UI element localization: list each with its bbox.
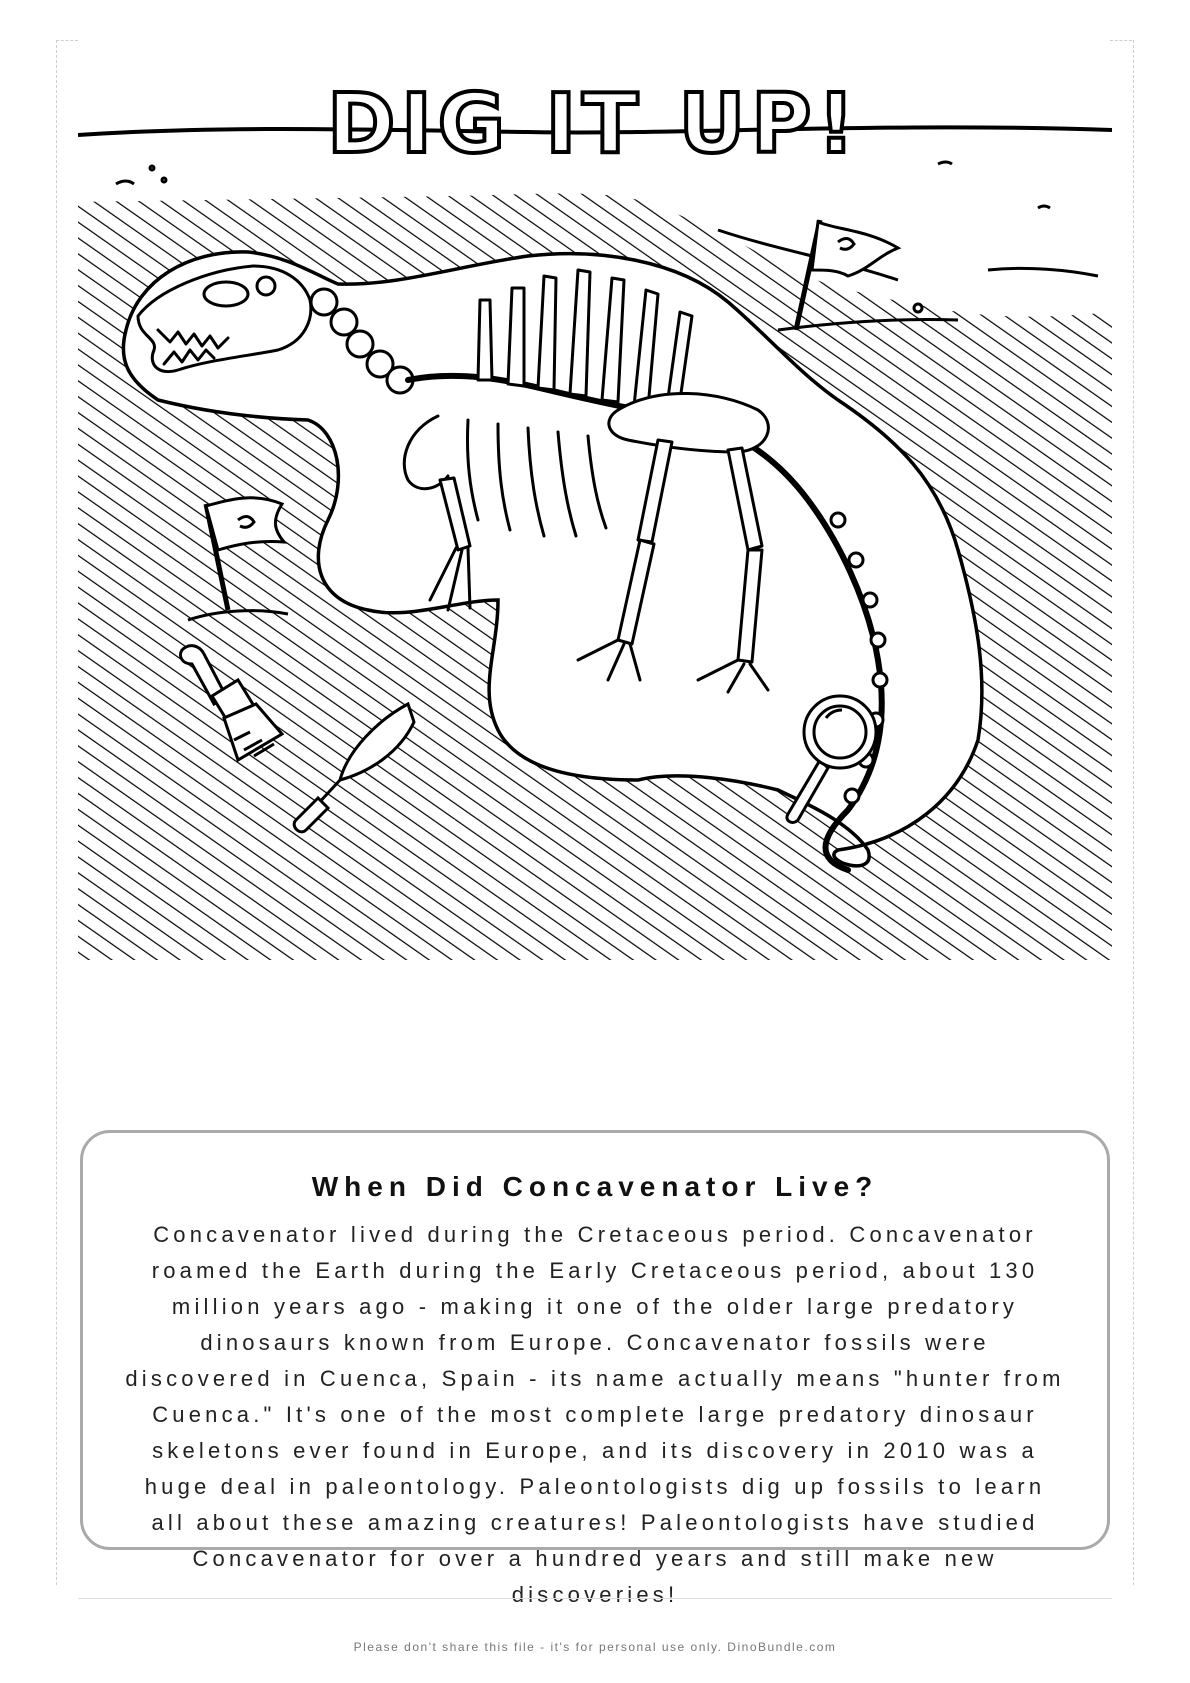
info-body-text: Concavenator lived during the Cretaceous period. Concavenator roamed the Earth during the Early Cretaceous period, about 130 million years ago - making it one of the older large predatory dinosaurs known from Europe. Concavenator fossils were discovered in Cuenca, Spain - its name actually means "hunter from Cuenca." It's one of the most complete large predatory dinosaur skeletons ever found in Europe, and its discovery in 2010 was a huge deal in paleontology. Paleontologists dig up fossils to learn all about these amazing creatures! Paleontologists have studied Concavenator for over a hundred years and still make new discoveries! — [125, 1222, 1065, 1607]
page-corner-mark — [56, 40, 78, 41]
footer-divider — [78, 1598, 1112, 1599]
footer-notice: Please don't share this file - it's for personal use only. DinoBundle.com — [353, 1640, 837, 1654]
coloring-illustration — [78, 80, 1112, 1040]
worksheet-title: DIG IT UP! — [327, 80, 861, 172]
info-heading: When Did Concavenator Live? — [311, 1171, 879, 1202]
info-box — [80, 1130, 1110, 1607]
page-corner-mark — [1110, 40, 1132, 41]
